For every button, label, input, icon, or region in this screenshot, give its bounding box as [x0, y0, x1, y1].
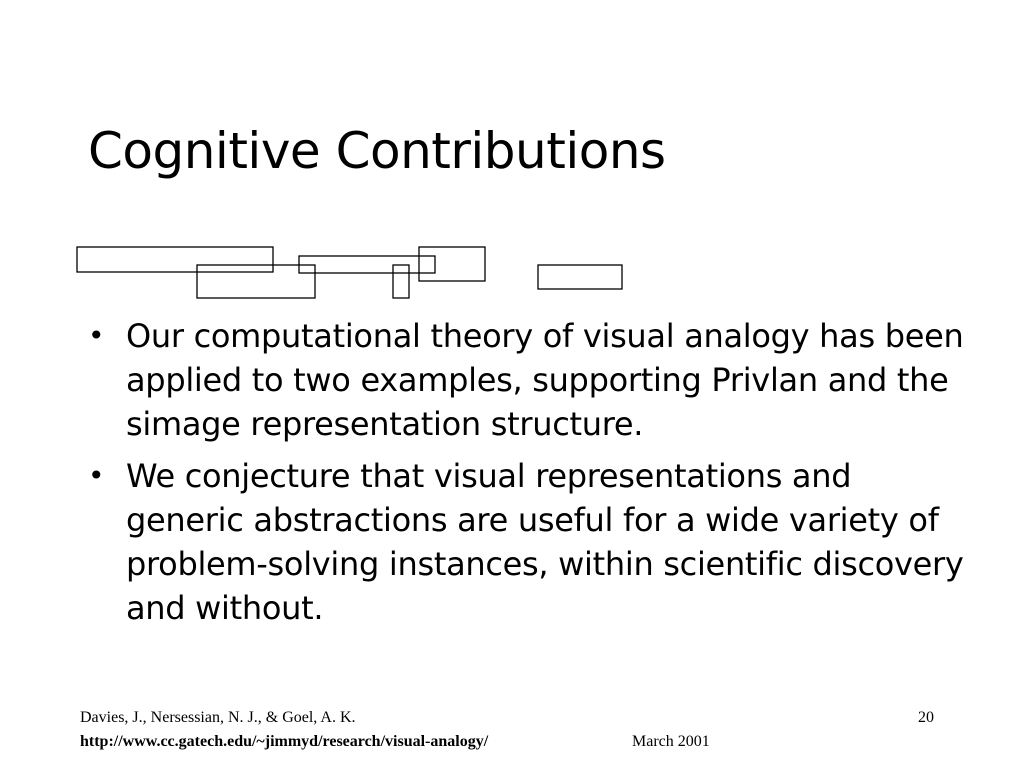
deco-rectangle [299, 256, 435, 273]
deco-rectangle [419, 247, 485, 281]
bullet-item [88, 314, 968, 446]
footer-url: http://www.cc.gatech.edu/~jimmyd/research/visual-analogy/ [80, 733, 489, 750]
footer-date: March 2001 [632, 733, 710, 750]
bullet-text: We conjecture that visual representations and generic abstractions are useful for a wide variety of problem-solving instances, within scientific discovery and without. [126, 457, 964, 627]
bullet-text: Our computational theory of visual analogy has been applied to two examples, supporting Privlan and the simage representation structure. [126, 317, 964, 443]
bullet-item [88, 454, 968, 630]
slide-title: Cognitive Contributions [88, 122, 666, 180]
deco-rectangle [393, 265, 409, 298]
deco-rectangle [197, 265, 315, 298]
bullet-marker: • [88, 319, 105, 352]
footer-authors: Davies, J., Nersessian, N. J., & Goel, A. K. [80, 709, 356, 726]
deco-rectangle [77, 247, 273, 272]
footer-page-number: 20 [918, 709, 934, 726]
bullet-marker: • [88, 459, 105, 492]
deco-rectangle [538, 265, 622, 289]
bullet-list [88, 314, 968, 638]
